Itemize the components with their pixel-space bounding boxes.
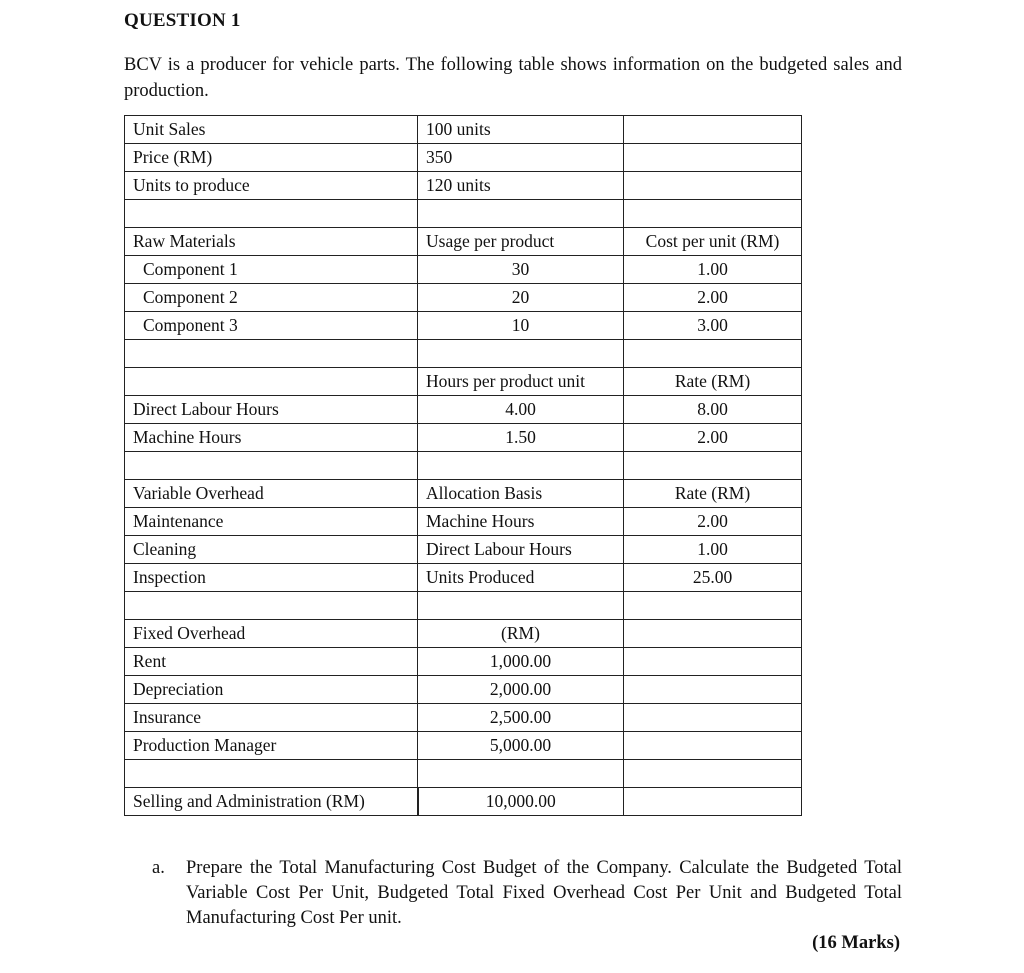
price-label: Price (RM) [125,144,418,172]
rate-header: Rate (RM) [624,480,802,508]
overhead-name: Inspection [125,564,418,592]
raw-materials-label: Raw Materials [125,228,418,256]
allocation-basis-header: Allocation Basis [418,480,624,508]
fixed-name: Insurance [125,704,418,732]
table-row [125,788,802,816]
rate-header: Rate (RM) [624,368,802,396]
units-to-produce-value: 120 units [418,172,624,200]
hours-value: 1.50 [418,424,624,452]
selling-admin-value: 10,000.00 [418,788,624,816]
question-a [152,856,902,931]
table-row [125,508,802,536]
variable-overhead-label: Variable Overhead [125,480,418,508]
empty-cell [624,172,802,200]
question-a-label: a. [152,858,165,878]
table-row [125,704,802,732]
fixed-overhead-label: Fixed Overhead [125,620,418,648]
fixed-amount: 2,500.00 [418,704,624,732]
hours-name: Direct Labour Hours [125,396,418,424]
table-row [125,144,802,172]
empty-cell [624,704,802,732]
spacer-row [125,200,802,228]
empty-cell [624,676,802,704]
component-cost: 3.00 [624,312,802,340]
hours-name: Machine Hours [125,424,418,452]
spacer-row [125,760,802,788]
empty-cell [624,732,802,760]
table-row [125,228,802,256]
overhead-basis: Direct Labour Hours [418,536,624,564]
spacer-row [125,452,802,480]
fixed-amount: 1,000.00 [418,648,624,676]
table-row [125,732,802,760]
table-row [125,676,802,704]
table-row [125,536,802,564]
overhead-basis: Machine Hours [418,508,624,536]
overhead-basis: Units Produced [418,564,624,592]
hours-rate: 8.00 [624,396,802,424]
component-usage: 10 [418,312,624,340]
overhead-rate: 25.00 [624,564,802,592]
selling-admin-label: Selling and Administration (RM) [125,788,418,816]
marks-label: (16 Marks) [812,933,900,953]
fixed-name: Production Manager [125,732,418,760]
unit-sales-label: Unit Sales [125,116,418,144]
empty-cell [624,116,802,144]
price-value: 350 [418,144,624,172]
overhead-name: Cleaning [125,536,418,564]
component-cost: 1.00 [624,256,802,284]
cost-header: Cost per unit (RM) [624,228,802,256]
overhead-name: Maintenance [125,508,418,536]
empty-cell [624,788,802,816]
question-a-text: Prepare the Total Manufacturing Cost Budget of the Company. Calculate the Budgeted Total Variable Cost Per Unit, Budgeted Total Fixed Overhead Cost Per Unit and Budgeted Total Manufacturing Cost Per unit. [186,858,902,928]
table-row [125,116,802,144]
table-row [125,172,802,200]
component-cost: 2.00 [624,284,802,312]
empty-cell [624,620,802,648]
fixed-name: Depreciation [125,676,418,704]
hours-rate: 2.00 [624,424,802,452]
component-name: Component 3 [125,312,418,340]
amount-header: (RM) [418,620,624,648]
empty-cell [624,144,802,172]
hours-header: Hours per product unit [418,368,624,396]
overhead-rate: 1.00 [624,536,802,564]
budget-data-table [124,115,802,816]
table-row [125,368,802,396]
question-heading: QUESTION 1 [124,10,241,31]
fixed-name: Rent [125,648,418,676]
fixed-amount: 2,000.00 [418,676,624,704]
table-row [125,648,802,676]
table-row [125,312,802,340]
fixed-amount: 5,000.00 [418,732,624,760]
table-row [125,256,802,284]
unit-sales-value: 100 units [418,116,624,144]
usage-header: Usage per product [418,228,624,256]
component-name: Component 2 [125,284,418,312]
component-usage: 30 [418,256,624,284]
intro-paragraph: BCV is a producer for vehicle parts. The following table shows information on the budgeted sales and production. [124,55,902,101]
overhead-rate: 2.00 [624,508,802,536]
table-row [125,284,802,312]
spacer-row [125,592,802,620]
table-row [125,424,802,452]
table-row [125,564,802,592]
table-row [125,396,802,424]
table-row [125,620,802,648]
hours-value: 4.00 [418,396,624,424]
table-row [125,480,802,508]
units-to-produce-label: Units to produce [125,172,418,200]
component-name: Component 1 [125,256,418,284]
empty-cell [125,368,418,396]
empty-cell [624,648,802,676]
spacer-row [125,340,802,368]
component-usage: 20 [418,284,624,312]
